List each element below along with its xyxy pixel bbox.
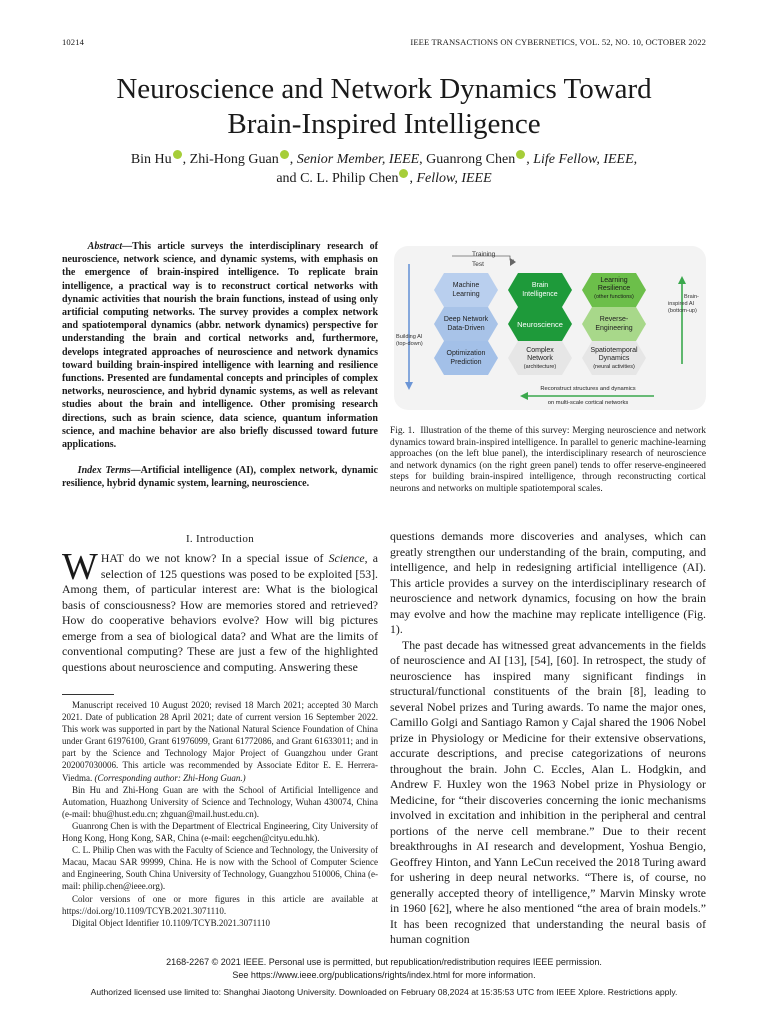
author-name: Guanrong Chen bbox=[426, 152, 516, 167]
hex-optimization bbox=[434, 341, 498, 375]
lr-l2: Resilience bbox=[597, 285, 631, 292]
author-line-1: Bin Hu , Zhi-Hong Guan , Senior Member, IEEE, Guanrong Chen , Life Fellow, IEEE, bbox=[130, 152, 638, 167]
orcid-icon[interactable] bbox=[280, 150, 289, 159]
footnote-affiliation: Bin Hu and Zhi-Hong Guan are with the School of Artificial Intelligence and Automation, Huazhong University of Science and Technology, Wuhan 430074, China (e-mail: bhu@hust.edu.cn; zhguan@mail.hust.edu.cn). bbox=[62, 784, 378, 819]
copyright-notice bbox=[62, 956, 706, 981]
author-list bbox=[60, 150, 708, 188]
drop-cap: W bbox=[62, 546, 98, 588]
hex-label-ns: Neuroscience bbox=[517, 320, 563, 329]
figure-caption bbox=[390, 426, 706, 496]
author-membership: Fellow, IEEE bbox=[416, 171, 492, 186]
page-number: 10214 bbox=[62, 37, 84, 47]
dn-l2: Data-Driven bbox=[447, 325, 485, 332]
label-building-ai-2: (top-down) bbox=[396, 341, 423, 347]
figure-diagram bbox=[392, 244, 708, 412]
re-l1: Reverse- bbox=[599, 316, 629, 323]
bi-l2: Intelligence bbox=[522, 291, 558, 298]
intro-journal-name: Science bbox=[328, 551, 365, 565]
label-training: Training bbox=[472, 251, 496, 258]
hex-reverse-engineering bbox=[582, 307, 646, 341]
paper-title bbox=[60, 72, 708, 142]
cn-l3: (architecture) bbox=[523, 364, 557, 370]
authorized-use-notice: Authorized licensed use limited to: Shanghai Jiaotong University. Downloaded on February 08,2024 at 15:35:53 UTC from IEEE Xplore. Restrictions apply. bbox=[90, 987, 678, 997]
footnotes bbox=[62, 699, 378, 929]
footnote-color-versions: Color versions of one or more figures in this article are available at https://doi.org/10.1109/TCYB.2021.3071110. bbox=[62, 893, 378, 916]
body-paragraph: questions demands more discoveries and analyses, which can greatly strengthen our understanding of the brain, computing, and intelligence, and help in redesigning artificial intelligence (AI). This article provides a survey on the interdisciplinary research of neuroscience and network dynamics, focusing on how the brain may evolve and how the machine may replicate intelligence (Fig. 1). bbox=[390, 529, 706, 636]
caption-lead: Fig. 1. bbox=[390, 426, 415, 436]
footnote-affiliation: C. L. Philip Chen was with the Faculty of Science and Technology, the University of Macau, Macau SAR 99999, China. He is now with the School of Computer Science and Engineering, South China University of Technology, Guangzhou 510006, China (e-mail: philip.chen@ieee.org). bbox=[62, 845, 378, 892]
footnote-affiliation: Guanrong Chen is with the Department of Electrical Engineering, City University of Hong Kong, Hong Kong, SAR, China (e-mail: eegchen@cityu.edu.hk). bbox=[62, 820, 378, 844]
dn-l1: Deep Network bbox=[443, 316, 489, 323]
footnote-doi: Digital Object Identifier 10.1109/TCYB.2021.3071110 bbox=[72, 917, 270, 928]
author-name: C. L. Philip Chen bbox=[300, 171, 399, 186]
right-column-text bbox=[390, 529, 706, 948]
label-test: Test bbox=[472, 261, 484, 268]
figure-1 bbox=[392, 244, 708, 412]
ml-l1: Machine bbox=[452, 282, 480, 289]
abstract-text: —This article surveys the interdisciplinary research of neuroscience, network science, and dynamic systems, with emphasis on the emergence of brain-inspired intelligence. To replicate brain intelligence, a practical way is to reconstruct cortical networks with dynamic activities that nourish the brain functions, instead of using only artificial computing networks. The survey provides a complex network and spatiotemporal dynamics (abbr. network dynamics) perspective for understanding the brain and cortical networks and, furthermore, develops integrated approaches of neuroscience and network dynamics toward building brain-inspired intelligence with learning and resilience functions. Presented are fundamental concepts and principles of complex networks, neuroscience, and hybrid dynamic systems, as well as relevant studies about the brain and intelligence. Other promising research directions, such as brain science, data science, quantum information science, and machine behavior are also briefly discussed toward future applications. bbox=[62, 241, 379, 451]
caption-text: Illustration of the theme of this survey: Merging neuroscience and network dynamics toward brain-inspired intelligence. In parallel to generic machine-learning approaches (on the left blue panel), the interdisciplinary research of neuroscience and network dynamics (on the right green panel) tends to offer reserve-engineered steps for building brain-inspired intelligence, through reconstructing cortical neurons and networks on multiple spatiotemporal scales. bbox=[390, 426, 706, 494]
index-terms-lead: Index Terms bbox=[77, 465, 131, 476]
author-line-2: and C. L. Philip Chen , Fellow, IEEE bbox=[276, 171, 492, 186]
label-reconstruct: Reconstruct structures and dynamics bbox=[540, 386, 636, 392]
abstract bbox=[62, 240, 378, 451]
author-membership: Life Fellow, IEEE bbox=[533, 152, 634, 167]
label-multiscale: on multi-scale cortical networks bbox=[547, 400, 629, 406]
op-l2: Prediction bbox=[450, 359, 482, 366]
author-name: Bin Hu bbox=[130, 152, 172, 167]
index-terms-text: —Artificial intelligence (AI), complex network, dynamic resilience, hybrid dynamic system, learning, neuroscience. bbox=[62, 465, 378, 490]
footnote-divider bbox=[62, 694, 114, 695]
intro-text-a: HAT do we not know? In a special issue of bbox=[100, 551, 329, 565]
hex-deep-network bbox=[434, 307, 498, 341]
journal-header: IEEE TRANSACTIONS ON CYBERNETICS, VOL. 52, NO. 10, OCTOBER 2022 bbox=[410, 37, 706, 47]
lr-l3: (other functions) bbox=[594, 294, 634, 300]
orcid-icon[interactable] bbox=[173, 150, 182, 159]
sd-l2: Dynamics bbox=[598, 355, 630, 362]
bi-l1: Brain bbox=[531, 282, 549, 289]
label-bi-3: (bottom-up) bbox=[668, 308, 697, 314]
hex-brain-intelligence bbox=[508, 273, 572, 307]
footnote-text: Manuscript received 10 August 2020; revised 18 March 2021; accepted 30 March 2021. Date of publication 28 April 2021; date of current version 16 September 2022. This work was supported in part by the National Natural Science Foundation of China under Grant 61976100, Grant 61976099, Grant 61772086, and Grant 61633011; and in part by the Science and Technology Major Project of Guangzhou under Grant 202007030006. This article was recommended by Associate Editor E. E. Herrera-Viedma. bbox=[62, 700, 378, 783]
orcid-icon[interactable] bbox=[399, 169, 408, 178]
label-bi-1: Brain- bbox=[684, 294, 699, 300]
intro-paragraph bbox=[62, 546, 378, 675]
cn-l1: Complex bbox=[526, 347, 554, 354]
copyright-line-1: 2168-2267 © 2021 IEEE. Personal use is permitted, but republication/redistribution requires IEEE permission. bbox=[166, 957, 602, 967]
sd-l1: Spatiotemporal bbox=[590, 347, 638, 354]
section-heading: I. Introduction bbox=[185, 533, 255, 545]
abstract-lead: Abstract bbox=[87, 241, 123, 252]
label-building-ai bbox=[396, 334, 423, 347]
title-line-1: Neuroscience and Network Dynamics Toward bbox=[116, 73, 652, 105]
body-paragraph: The past decade has witnessed great advancements in the fields of neuroscience and AI [13], [54], [60]. In retrospect, the study of neuroscience has inspired many significant findings in structural/functional constituents of the brain [8], leading to several Nobel prizes and Turing awards. To name the major ones, Camillo Golgi and Santiago Ramon y Cajal shared the 1906 Nobel prize in Physiology or Medicine for their extensive observations, accurate descriptions, and precise categorizations of neurons throughout the brain. John C. Eccles, Alan L. Hodgkin, and Andrew F. Huxley won the 1963 Nobel prize in Physiology or Medicine, for “their discoveries concerning the ionic mechanisms involved in excitation and inhibition in the peripheral and central portions of the nerve cell membrane.” Due to their recent breakthroughs in AI research and development, Yoshua Bengio, Geoffrey Hinton, and Yann LeCun received the 2018 Turing award for ushering in deep neural networks. “There is, of course, no generally accepted theory of intelligence,” Marvin Minsky wrote in 1960 [62], where he also mentioned “the area of brain models.” It has been recognized that understanding the neural basis of human cognition bbox=[390, 637, 706, 946]
op-l1: Optimization bbox=[446, 350, 486, 357]
author-name: Zhi-Hong Guan bbox=[189, 152, 279, 167]
author-membership: Senior Member, IEEE bbox=[296, 152, 420, 167]
corresponding-author: (Corresponding author: Zhi-Hong Guan.) bbox=[92, 772, 246, 783]
index-terms bbox=[62, 464, 378, 490]
cn-l2: Network bbox=[527, 355, 553, 362]
lr-l1: Learning bbox=[600, 277, 628, 284]
copyright-line-2: See https://www.ieee.org/publications/rights/index.html for more information. bbox=[232, 969, 536, 980]
label-building-ai-1: Building AI bbox=[396, 334, 423, 340]
re-l2: Engineering bbox=[595, 325, 633, 332]
hex-machine-learning bbox=[434, 273, 498, 307]
orcid-icon[interactable] bbox=[516, 150, 525, 159]
title-line-2: Brain-Inspired Intelligence bbox=[227, 108, 541, 140]
label-bi-2: inspired AI bbox=[668, 301, 695, 307]
author-conjunction: and bbox=[276, 171, 297, 186]
sd-l3: (neural activities) bbox=[593, 364, 635, 370]
ml-l2: Learning bbox=[452, 291, 480, 298]
footnote-manuscript bbox=[62, 699, 378, 784]
hex-label-cn bbox=[524, 347, 557, 370]
intro-text-b: , a selection of 125 questions was posed to be exploited [53]. Among them, of particular interest are: What is the biological basis of consciousness? How are memories stored and retrieved? How do cooperative behaviors evolve? How will big pictures emerge from a sea of biological data? and What are the limits of conventional computing? These are just a few of the highlighted questions about neuroscience and computing. Answering these bbox=[62, 551, 378, 674]
